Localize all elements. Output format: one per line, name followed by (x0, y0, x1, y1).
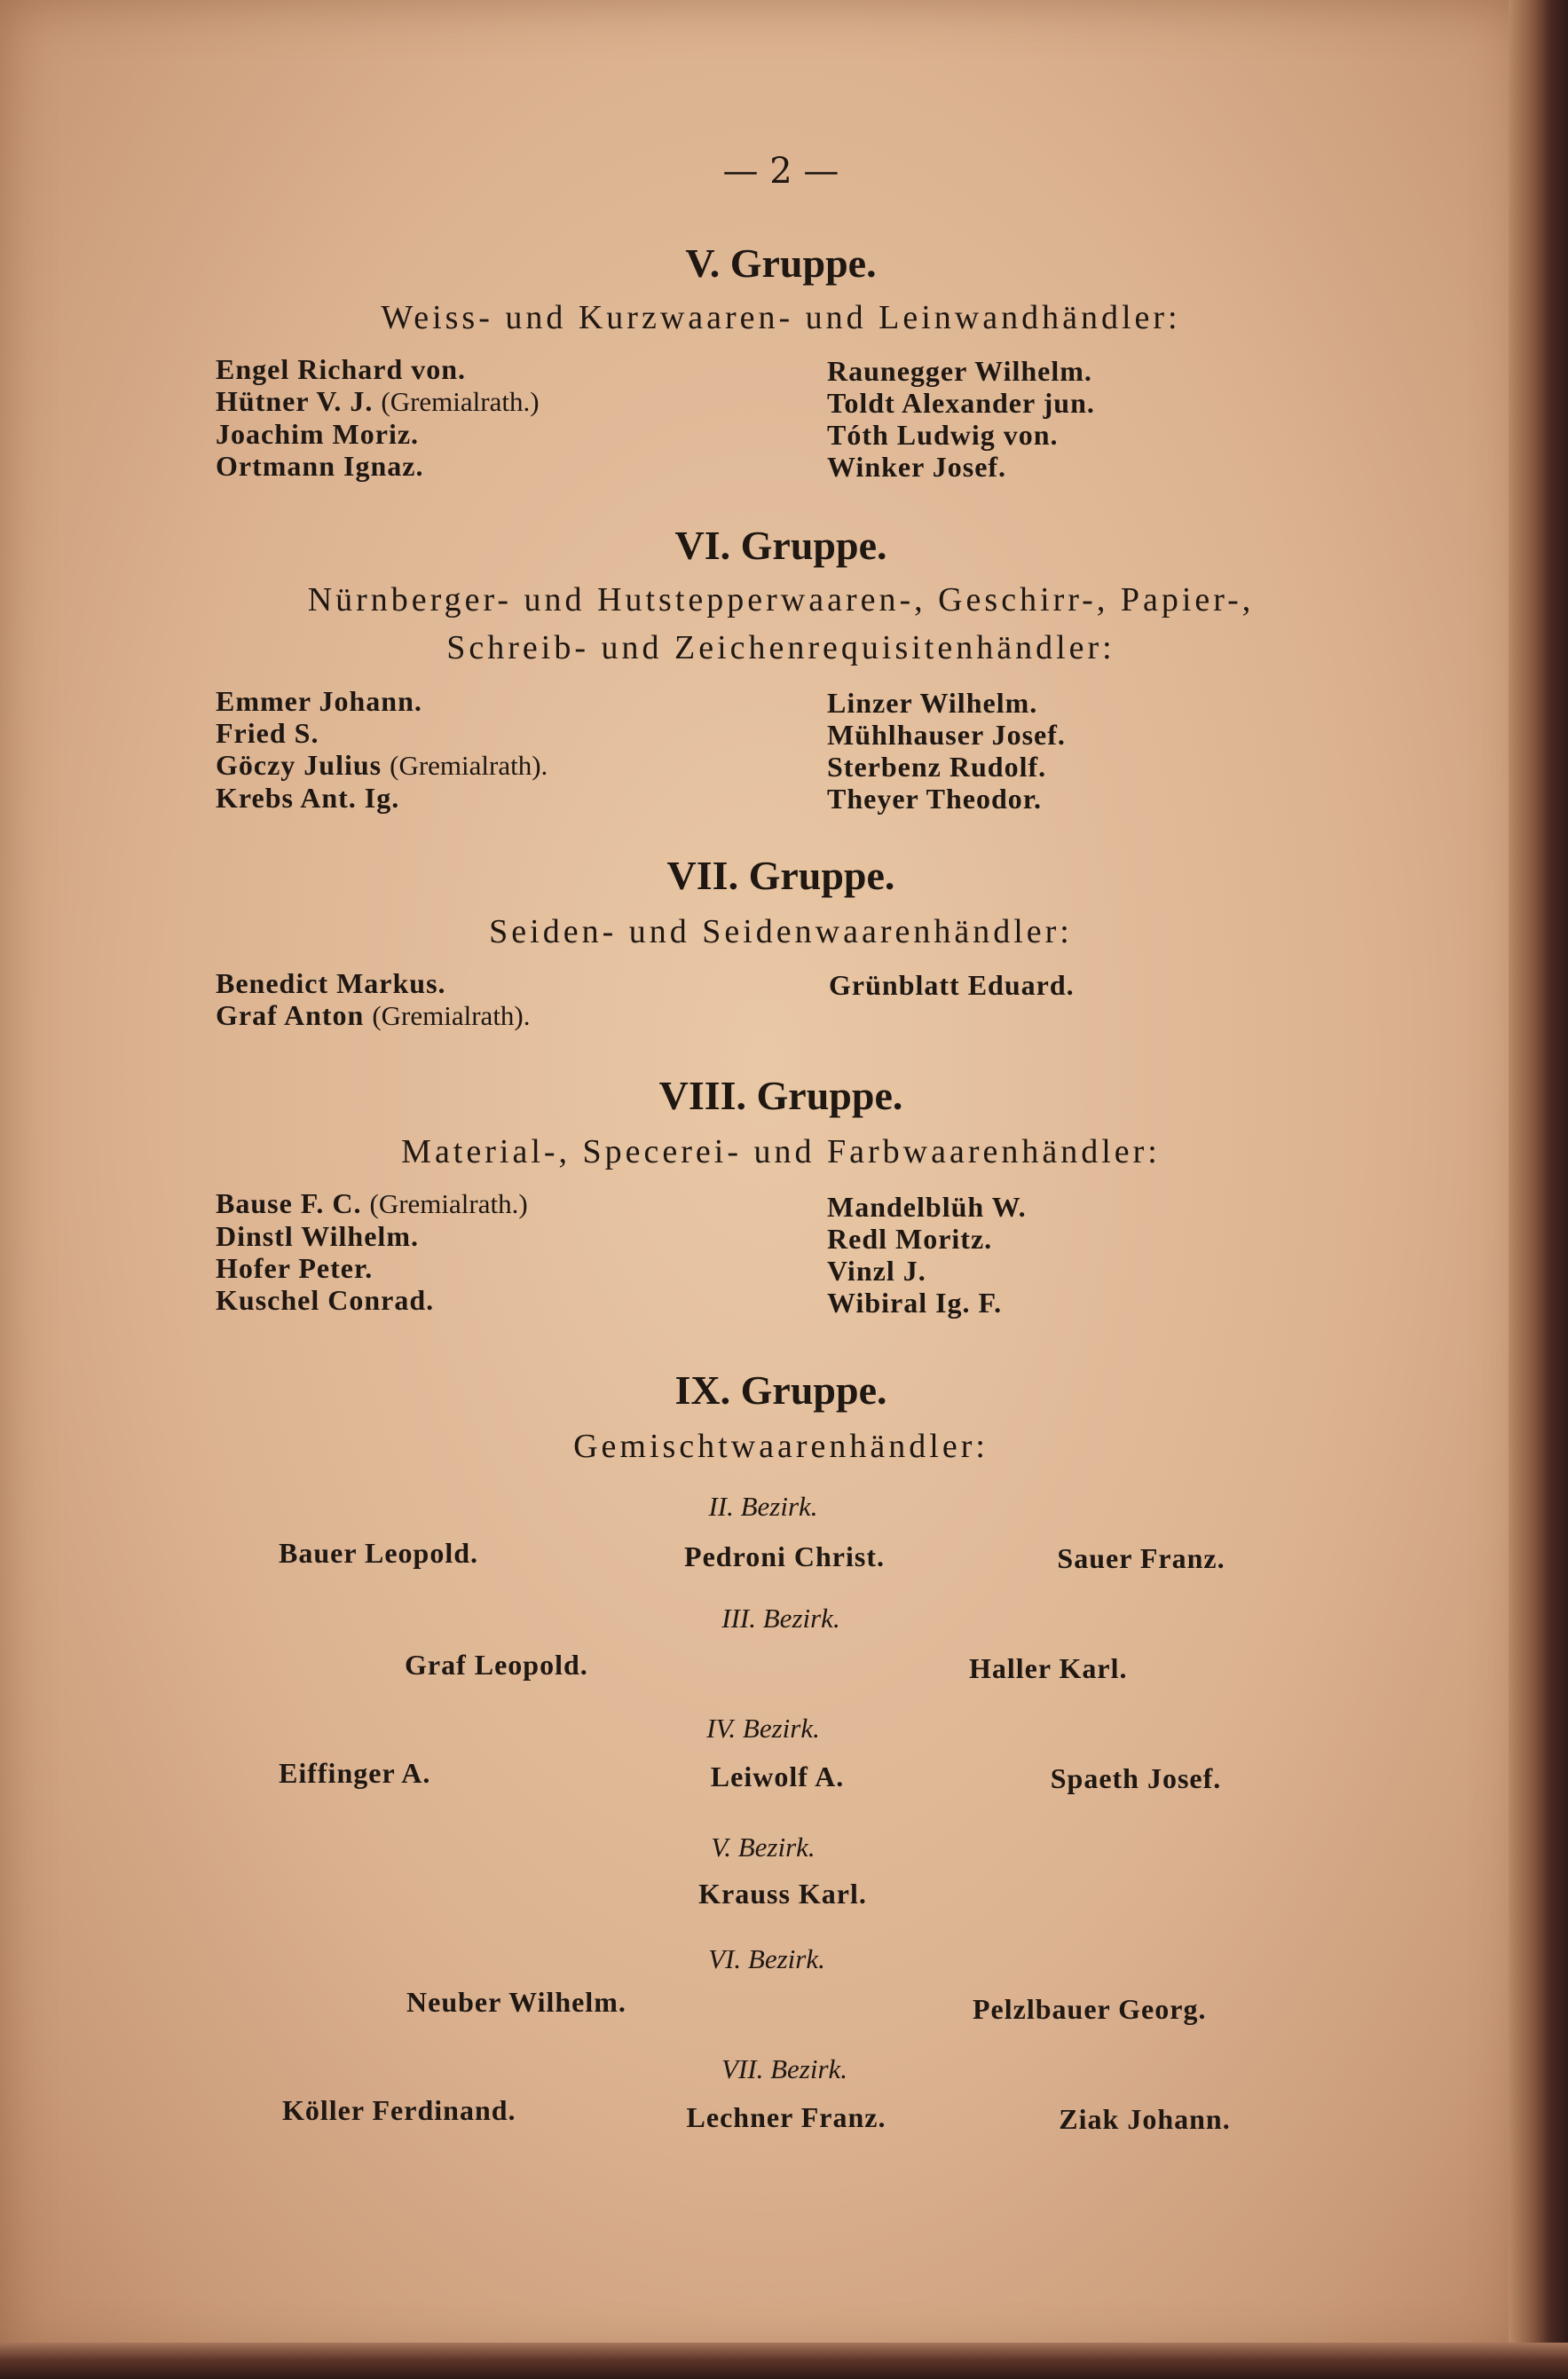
list-item: Haller Karl. (969, 1652, 1128, 1684)
list-item: Vinzl J. (827, 1255, 926, 1287)
list-item: Hofer Peter. (216, 1252, 374, 1284)
group-viii-left-column (216, 1187, 528, 1316)
group-vii-title: VII. Gruppe. (666, 853, 895, 898)
list-item: Joachim Moriz. (216, 418, 420, 450)
district-label: III. Bezirk. (721, 1603, 840, 1634)
list-item: Sterbenz Rudolf. (827, 751, 1047, 783)
list-item: Köller Ferdinand. (282, 2094, 516, 2126)
list-item: Dinstl Wilhelm. (216, 1220, 419, 1252)
group-viii-subtitle: Material-, Specerei- und Farbwaarenhändler: (401, 1133, 1161, 1170)
list-item: Mandelblüh W. (827, 1191, 1027, 1223)
group-viii-right-column (827, 1191, 1027, 1319)
list-item: Leiwolf A. (710, 1761, 845, 1792)
list-item: Hütner V. J. (Gremialrath.) (216, 385, 540, 417)
list-item: Graf Anton (Gremialrath). (216, 999, 531, 1031)
list-item: Raunegger Wilhelm. (827, 355, 1092, 387)
group-vii-subtitle: Seiden- und Seidenwaarenhändler: (489, 913, 1073, 950)
list-item: Emmer Johann. (216, 685, 422, 717)
list-item: Ziak Johann. (1059, 2103, 1231, 2135)
group-vi-title: VI. Gruppe. (674, 523, 887, 568)
group-viii-title: VIII. Gruppe. (658, 1073, 903, 1118)
list-item: Tóth Ludwig von. (827, 419, 1059, 451)
district-label: V. Bezirk. (711, 1832, 816, 1863)
list-item: Ortmann Ignaz. (216, 450, 424, 482)
group-v-left-column (216, 353, 540, 482)
group-vii-right-column (829, 969, 1075, 1001)
book-edge-bottom (0, 2343, 1568, 2379)
district-label: VI. Bezirk. (708, 1943, 825, 1974)
group-vii-left-column (216, 967, 531, 1032)
list-item: Winker Josef. (827, 451, 1007, 483)
group-ix-title: IX. Gruppe. (674, 1367, 887, 1413)
group-vi-left-column (216, 685, 548, 814)
list-item: Eiffinger A. (279, 1757, 431, 1789)
list-item: Grünblatt Eduard. (829, 969, 1075, 1001)
list-item: Wibiral Ig. F. (827, 1287, 1003, 1319)
list-item: Redl Moritz. (827, 1223, 993, 1255)
book-edge-right (1509, 0, 1568, 2379)
list-item: Bauer Leopold. (279, 1537, 478, 1569)
list-item: Graf Leopold. (405, 1649, 588, 1681)
list-item: Mühlhauser Josef. (827, 719, 1066, 751)
list-item: Fried S. (216, 717, 319, 749)
group-vi-subtitle-line2: Schreib- und Zeichenrequisitenhändler: (446, 629, 1115, 666)
list-item: Pedroni Christ. (684, 1540, 885, 1572)
list-item: Kuschel Conrad. (216, 1284, 435, 1316)
list-item: Benedict Markus. (216, 967, 446, 999)
page-number: — 2 — (722, 151, 839, 192)
district-label: VII. Bezirk. (721, 2053, 848, 2084)
list-item: Bause F. C. (Gremialrath.) (216, 1187, 528, 1219)
list-item: Toldt Alexander jun. (827, 387, 1095, 419)
list-item: Theyer Theodor. (827, 783, 1042, 815)
group-v-subtitle: Weiss- und Kurzwaaren- und Leinwandhändler: (381, 299, 1181, 336)
group-ix-subtitle: Gemischtwaarenhändler: (573, 1428, 989, 1465)
list-item: Spaeth Josef. (1050, 1762, 1222, 1794)
list-item: Lechner Franz. (686, 2101, 886, 2133)
list-item: Engel Richard von. (216, 353, 467, 385)
list-item: Sauer Franz. (1057, 1542, 1225, 1574)
list-item: Pelzlbauer Georg. (973, 1993, 1207, 2025)
district-label: II. Bezirk. (708, 1491, 818, 1522)
list-item: Krauss Karl. (698, 1878, 867, 1910)
group-v-right-column (827, 355, 1095, 483)
group-v-title: V. Gruppe. (685, 240, 877, 286)
list-item: Göczy Julius (Gremialrath). (216, 749, 548, 781)
list-item: Linzer Wilhelm. (827, 687, 1038, 719)
group-vi-right-column (827, 687, 1066, 815)
group-vi-subtitle-line1: Nürnberger- und Hutstepperwaaren-, Geschirr-, Papier-, (307, 581, 1255, 618)
list-item: Neuber Wilhelm. (406, 1986, 626, 2018)
district-label: IV. Bezirk. (706, 1713, 820, 1744)
list-item: Krebs Ant. Ig. (216, 782, 400, 814)
